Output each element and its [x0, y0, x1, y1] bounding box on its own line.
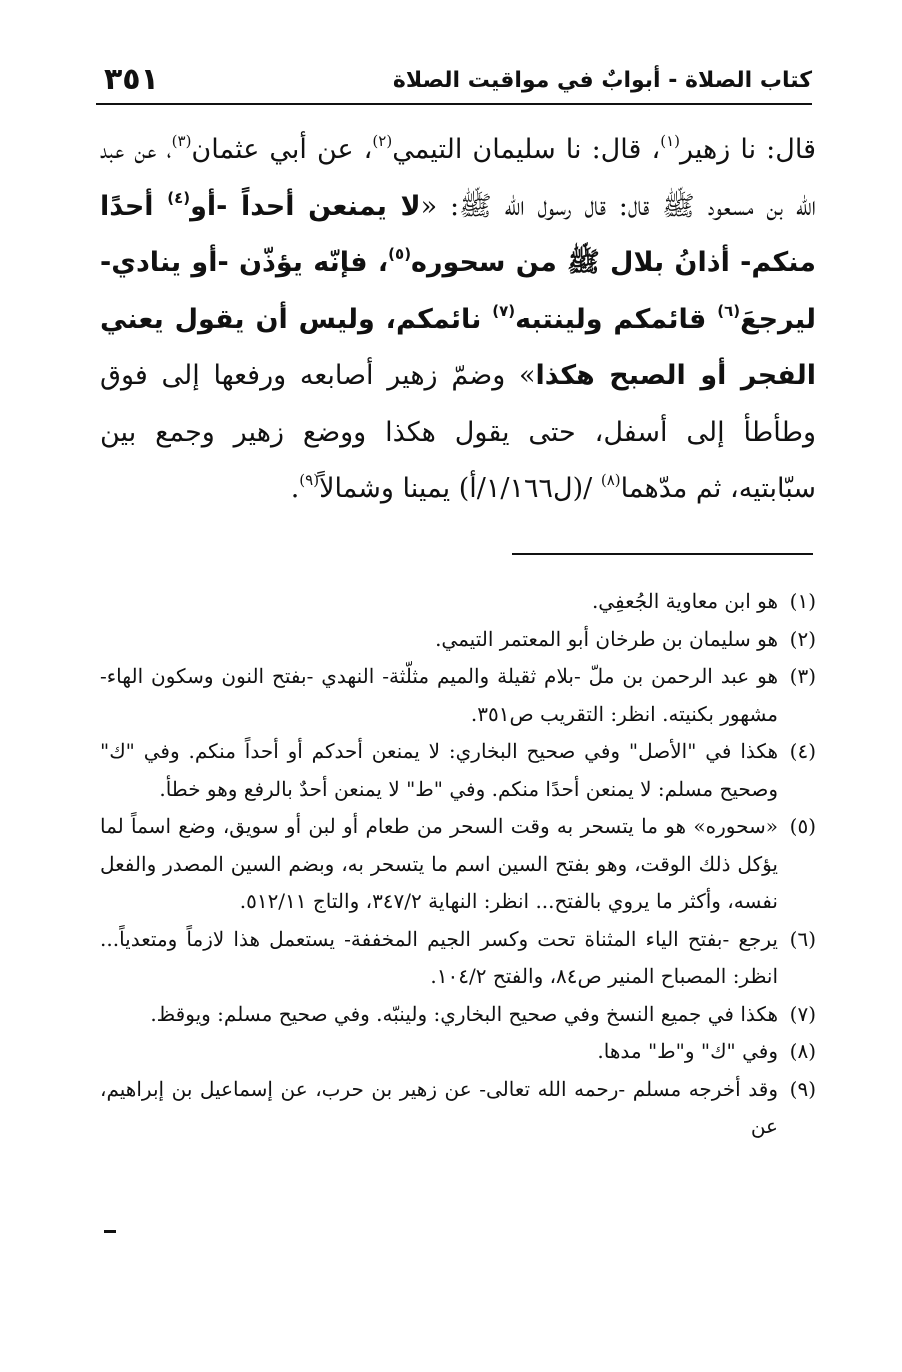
footnote-number: (٤)	[789, 739, 816, 763]
main-text	[100, 122, 816, 518]
footnote-number: (٦)	[789, 926, 816, 951]
main-text-segment: .	[290, 473, 300, 504]
footnote-2	[100, 621, 816, 659]
footnote-number: (٧)	[789, 1001, 816, 1026]
footnote-text: وفي "ك" و"ط" مدها.	[597, 1039, 778, 1063]
footnote-separator	[512, 553, 813, 555]
footnote-number: (١)	[789, 589, 816, 613]
footnote-number: (٢)	[789, 626, 816, 651]
footnote-8	[100, 1033, 816, 1071]
main-text-segment: قال: نا زهير	[679, 134, 816, 165]
main-text-segment: » وضمّ زهير أصابعه ورفعها إلى فوق وطأطأ إلى أسفل، حتى يقول هكذا ووضع زهير وجمع بين سبّابتيه، ثم مدّهما	[100, 360, 816, 504]
footnote-ref-3[interactable]: (٣)	[171, 132, 192, 150]
footnote-ref-2[interactable]: (٢)	[372, 132, 393, 150]
footnote-ref-4[interactable]: (٤)	[167, 188, 191, 207]
footnote-ref-5[interactable]: (٥)	[388, 245, 412, 263]
footnotes	[100, 583, 816, 1146]
footnote-text: «سحوره» هو ما يتسحر به وقت السحر من طعام أو لبن أو سويق، وضع اسماً لما يؤكل ذلك الوقت، وهو بفتح السين اسم ما يتسحر به، وبضم السين المصدر والفعل نفسه، وأكثر ما يروي بالفتح... انظر: النهاية ٣٤٧/٢، والتاج ٥١٢/١١.	[100, 814, 778, 913]
main-text-segment: ، عن أبي عثمان	[191, 134, 373, 165]
footnote-ref-8[interactable]: (٨)	[600, 471, 621, 489]
main-text-segment: ، قال: نا سليمان التيمي	[392, 134, 661, 165]
footnote-text: هو عبد الرحمن بن ملّ -بلام ثقيلة والميم مثلّثة- النهدي -بفتح النون وسكون الهاء- مشهور بكنيته. انظر: التقريب ص٣٥١.	[100, 664, 778, 726]
footnote-number: (٨)	[789, 1039, 816, 1063]
footnote-number: (٩)	[789, 1076, 816, 1101]
footnote-text: هكذا في "الأصل" وفي صحيح البخاري: لا يمنعن أحدكم أو أحداً منكم. وفي "ك" وصحيح مسلم: لا يمنعن أحدًا منكم. وفي "ط" لا يمنعن أحدٌ بالرفع وهو خطأ.	[100, 739, 778, 801]
footnote-text: هو ابن معاوية الجُعفِي.	[591, 589, 778, 613]
continuation-mark	[104, 1230, 116, 1233]
footnote-3	[100, 658, 816, 733]
footnote-5	[100, 808, 816, 921]
main-text-segment: /(ل١/١٦٦/أ) يمينا وشمالاً	[319, 473, 601, 504]
footnote-1	[100, 583, 816, 621]
hadith-text: قائمكم ولينتبه	[515, 303, 718, 335]
footnote-4	[100, 733, 816, 808]
hadith-text: أحدًا منكم- أذانُ بلال ﷺ من سحوره	[100, 190, 816, 278]
footnote-9	[100, 1071, 816, 1146]
footnote-ref-7[interactable]: (٧)	[492, 301, 516, 320]
footnote-text: هكذا في جميع النسخ وفي صحيح البخاري: ولينبّه. وفي صحيح مسلم: ويوقظ.	[150, 1001, 778, 1026]
header-rule	[96, 103, 812, 105]
running-header	[96, 62, 812, 102]
footnote-text: هو سليمان بن طرخان أبو المعتمر التيمي.	[435, 626, 778, 651]
hadith-text: نائمكم، وليس أن يقول يعني الفجر أو الصبح هكذا	[100, 303, 816, 391]
footnote-ref-1[interactable]: (١)	[660, 132, 680, 150]
header-title: كتاب الصلاة - أبوابٌ في مواقيت الصلاة	[392, 68, 812, 93]
footnote-number: (٣)	[789, 664, 816, 688]
footnote-7	[100, 996, 816, 1034]
footnote-number: (٥)	[789, 814, 816, 838]
footnote-6	[100, 921, 816, 996]
page-number: ٣٥١	[104, 62, 159, 97]
hadith-text: لا يمنعن أحداً -أو	[190, 190, 421, 222]
footnote-text: وقد أخرجه مسلم -رحمه الله تعالى- عن زهير بن حرب، عن إسماعيل بن إبراهيم، عن	[100, 1076, 778, 1138]
footnote-ref-6[interactable]: (٦)	[717, 301, 741, 320]
footnote-ref-9[interactable]: (٩)	[299, 471, 320, 489]
main-text-segment: ، عن عبد الله بن مسعود ﷺ قال: قال رسول الله ﷺ: «	[100, 134, 816, 222]
hadith-text: ، فإنّه يؤذّن -أو ينادي- ليرجعَ	[100, 247, 816, 335]
footnote-text: يرجع -بفتح الياء المثناة تحت وكسر الجيم المخففة- يستعمل هذا لازماً ومتعدياً... انظر: المصباح المنير ص٨٤، والفتح ١٠٤/٢.	[100, 926, 778, 988]
